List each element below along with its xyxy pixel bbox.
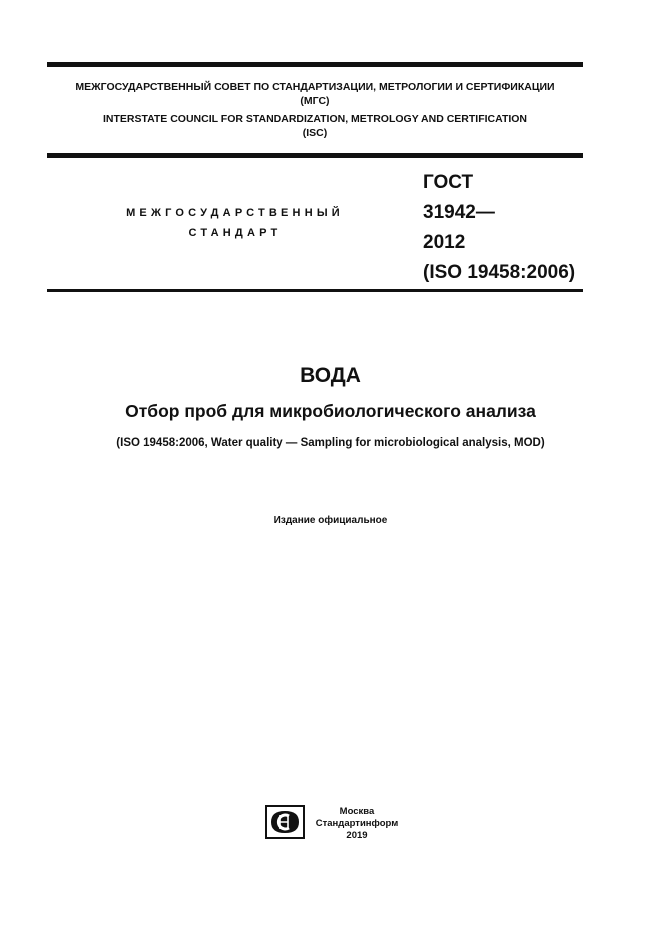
publication-year: 2019 bbox=[346, 830, 368, 841]
standard-type-line2: СТАНДАРТ bbox=[188, 227, 282, 239]
council-ru-name: МЕЖГОСУДАРСТВЕННЫЙ СОВЕТ ПО СТАНДАРТИЗАЦИИ, МЕТРОЛОГИИ И СЕРТИФИКАЦИИ bbox=[75, 81, 555, 93]
top-rule bbox=[47, 62, 583, 67]
gost-designation bbox=[423, 168, 575, 288]
standartinform-logo-icon bbox=[265, 805, 305, 839]
council-ru-abbr: (МГС) bbox=[300, 95, 330, 107]
council-ru-block bbox=[47, 80, 583, 108]
middle-rule bbox=[47, 153, 583, 158]
lower-rule bbox=[47, 289, 583, 292]
gost-line-4: (ISO 19458:2006) bbox=[423, 262, 576, 283]
edition-note: Издание официальное bbox=[273, 515, 388, 526]
council-en-block bbox=[47, 112, 583, 140]
standard-type-line1: МЕЖГОСУДАРСТВЕННЫЙ bbox=[126, 207, 344, 219]
gost-line-2: 31942— bbox=[423, 202, 495, 223]
iso-reference: (ISO 19458:2006, Water quality — Sampling for microbiological analysis, MOD) bbox=[116, 437, 545, 449]
publisher-block bbox=[312, 806, 402, 842]
document-subtitle: Отбор проб для микробиологического анализа bbox=[125, 401, 536, 421]
gost-line-1: ГОСТ bbox=[423, 172, 474, 193]
publisher-city: Москва bbox=[339, 806, 375, 817]
document-title: ВОДА bbox=[300, 364, 361, 387]
council-en-abbr: (ISC) bbox=[302, 127, 328, 139]
publisher-name: Стандартинформ bbox=[315, 818, 399, 829]
gost-line-3: 2012 bbox=[423, 232, 466, 253]
council-en-name: INTERSTATE COUNCIL FOR STANDARDIZATION, METROLOGY AND CERTIFICATION bbox=[102, 113, 528, 125]
